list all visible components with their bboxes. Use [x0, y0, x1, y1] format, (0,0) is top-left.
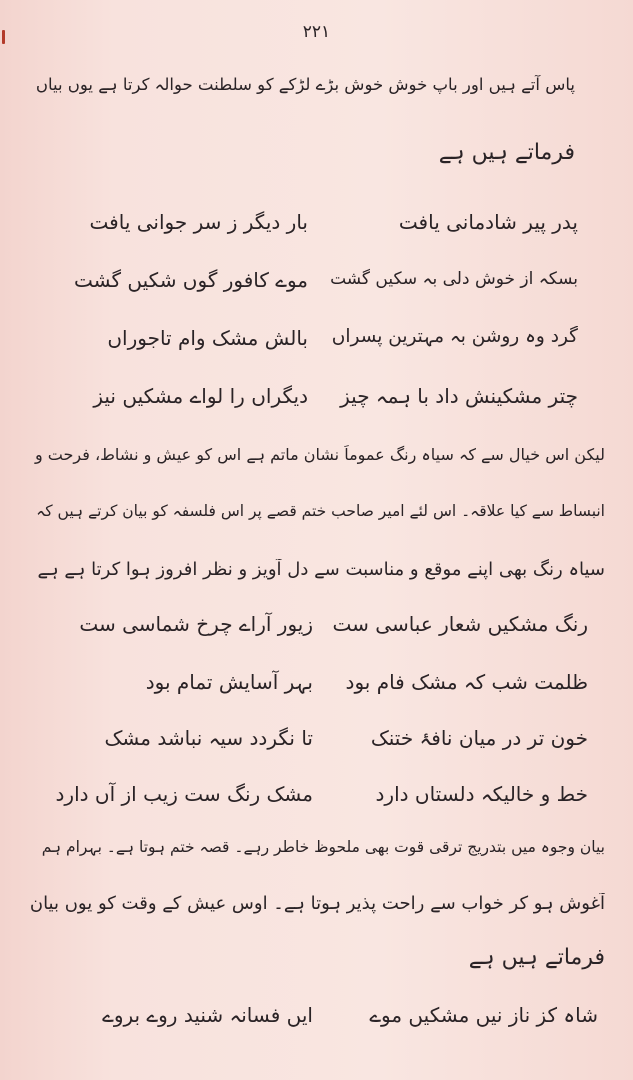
- verse-right: گرد وہ روشن بہ مہترین پسراں: [331, 326, 578, 347]
- text-line: آغوش ہو کر خواب سے راحت پذیر ہوتا ہے۔ اوس عیش کے وقت کو یوں بیان: [29, 893, 605, 914]
- verse-right: بسکہ از خوش دلی بہ سکیں گشت: [330, 269, 578, 289]
- text-line: لیکن اس خیال سے کہ سیاہ رنگ عموماً نشان ماتم ہے اس کو عیش و نشاط، فرحت و: [34, 445, 605, 464]
- verse-left: ایں فسانہ شنید روے بروے: [102, 1003, 313, 1027]
- text-line: انبساط سے کیا علاقہ۔ اس لئے امیر صاحب ختم قصے پر اس فلسفہ کو بیان کرتے ہیں کہ: [36, 502, 605, 520]
- text-line: بیان وجوہ میں بتدریج ترقی قوت بھی ملحوظ خاطر رہے۔ قصہ ختم ہوتا ہے۔ بہرام ہم: [41, 838, 605, 856]
- verse-left: مشک رنگ ست زیب از آں دارد: [55, 782, 313, 806]
- verse-left: بار دیگر ز سر جوانی یافت: [89, 210, 308, 234]
- verse-right: خون تر در میان نافۂ ختنک: [370, 726, 588, 750]
- text-line: فرماتے ہیں ہے: [438, 140, 575, 165]
- verse-left: دیگراں را لواے مشکیں نیز: [93, 384, 308, 408]
- verse-left: موے کافور گوں شکیں گشت: [74, 268, 308, 292]
- text-line: پاس آتے ہیں اور باپ خوش خوش بڑے لڑکے کو سلطنت حوالہ کرتا ہے یوں بیاں: [35, 75, 575, 94]
- verse-right: شاہ کز ناز نیں مشکیں موے: [369, 1003, 598, 1027]
- verse-left: بہر آسایش تمام بود: [145, 670, 313, 694]
- verse-right: خط و خالیکہ دلستاں دارد: [375, 782, 588, 806]
- page-number: ۲۲۱: [302, 22, 331, 42]
- verse-left: بالش مشک وام تاجوراں: [107, 326, 308, 350]
- verse-right: رنگ مشکیں شعار عباسی ست: [332, 612, 588, 636]
- verse-left: زیور آراے چرخ شماسی ست: [79, 612, 313, 636]
- text-line: سیاہ رنگ بھی اپنے موقع و مناسبت سے دل آویز و نظر افروز ہوا کرتا ہے ہے: [37, 559, 605, 580]
- verse-right: پدر پیر شادمانی یافت: [398, 210, 578, 234]
- verse-right: ظلمت شب کہ مشک فام بود: [345, 670, 588, 694]
- text-line: فرماتے ہیں ہے: [468, 945, 605, 970]
- verse-left: تا نگردد سیہ نباشد مشک: [104, 726, 313, 750]
- verse-right: چتر مشکینش داد با ہمہ چیز: [340, 384, 578, 408]
